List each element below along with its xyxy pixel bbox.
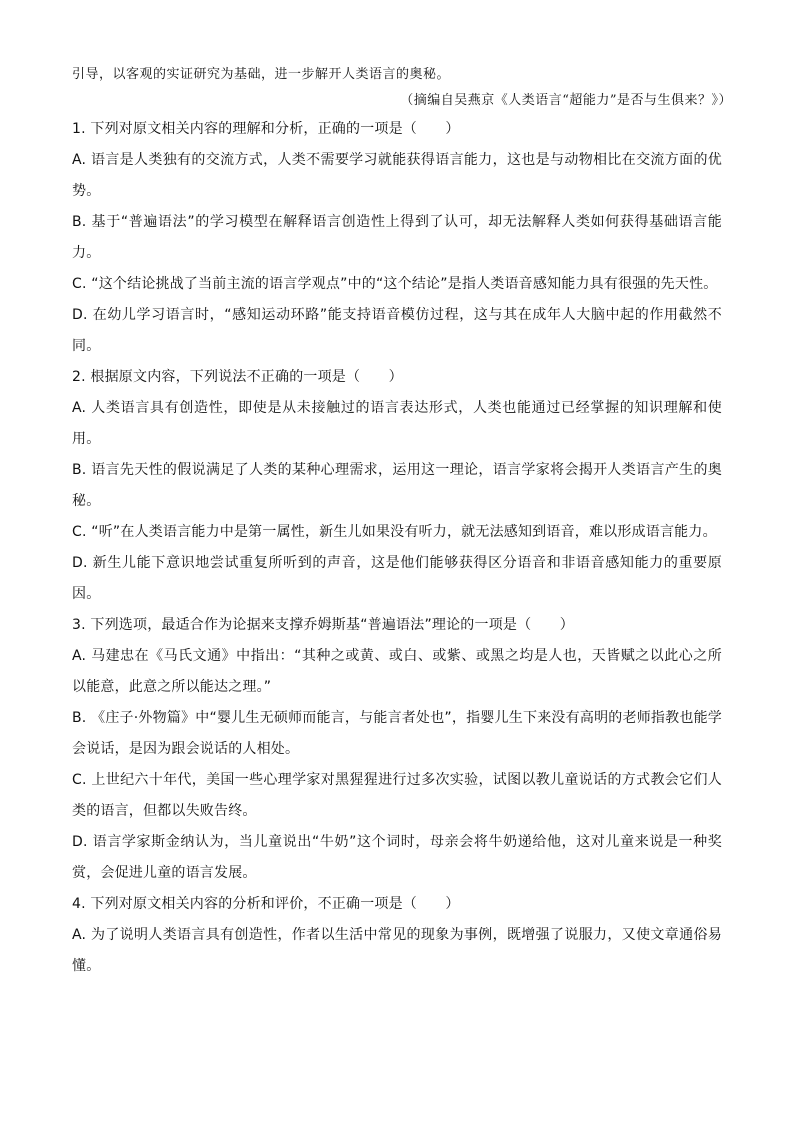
question-block-3 bbox=[72, 610, 722, 889]
answer-option-d: D. 语言学家斯金纳认为，当儿童说出“牛奶”这个词时，母亲会将牛奶递给他，这对儿童来说是一种奖赏，会促进儿童的语言发展。 bbox=[72, 834, 722, 881]
answer-option-a: A. 马建忠在《马氏文通》中指出：“其种之或黄、或白、或紫、或黑之均是人也，天皆赋之以此心之所以能意，此意之所以能达之理。” bbox=[72, 648, 722, 695]
answer-option-b: B. 语言先天性的假说满足了人类的某种心理需求，运用这一理论，语言学家将会揭开人类语言产生的奥秘。 bbox=[72, 462, 722, 509]
answer-option-a: A. 语言是人类独有的交流方式，人类不需要学习就能获得语言能力，这也是与动物相比在交流方面的优势。 bbox=[72, 152, 722, 199]
answer-option-a: A. 为了说明人类语言具有创造性，作者以生活中常见的现象为事例，既增强了说服力，又使文章通俗易懂。 bbox=[72, 927, 722, 974]
question-stem: 4. 下列对原文相关内容的分析和评价，不正确一项是（ ） bbox=[72, 896, 460, 912]
answer-option-c: C. “这个结论挑战了当前主流的语言学观点”中的“这个结论”是指人类语音感知能力具有很强的先天性。 bbox=[72, 276, 718, 292]
question-stem: 1. 下列对原文相关内容的理解和分析，正确的一项是（ ） bbox=[72, 121, 460, 137]
answer-option-b: B. 基于“普遍语法”的学习模型在解释语言创造性上得到了认可，却无法解释人类如何获得基础语言能力。 bbox=[72, 214, 722, 261]
question-block-2 bbox=[72, 362, 722, 610]
answer-option-a: A. 人类语言具有创造性，即使是从未接触过的语言表达形式，人类也能通过已经掌握的知识理解和使用。 bbox=[72, 400, 722, 447]
document-page bbox=[72, 62, 732, 982]
passage-source-citation: （摘编自吴燕京《人类语言“超能力”是否与生俱来？》） bbox=[400, 93, 732, 108]
answer-option-d: D. 在幼儿学习语言时，“感知运动环路”能支持语音模仿过程，这与其在成年人大脑中起的作用截然不同。 bbox=[72, 307, 722, 354]
question-stem: 3. 下列选项，最适合作为论据来支撑乔姆斯基“普遍语法”理论的一项是（ ） bbox=[72, 617, 574, 633]
answer-option-c: C. 上世纪六十年代，美国一些心理学家对黑猩猩进行过多次实验，试图以教儿童说话的方式教会它们人类的语言，但都以失败告终。 bbox=[72, 772, 722, 819]
answer-option-c: C. “听”在人类语言能力中是第一属性，新生儿如果没有听力，就无法感知到语音，难以形成语言能力。 bbox=[72, 524, 717, 540]
passage-closing-line: 引导，以客观的实证研究为基础，进一步解开人类语言的奥秘。 bbox=[72, 67, 451, 82]
answer-option-d: D. 新生儿能下意识地尝试重复所听到的声音，这是他们能够获得区分语音和非语音感知能力的重要原因。 bbox=[72, 555, 722, 602]
question-block-1 bbox=[72, 114, 722, 362]
answer-option-b: B. 《庄子·外物篇》中“婴儿生无硕师而能言，与能言者处也”，指婴儿生下来没有高明的老师指教也能学会说话，是因为跟会说话的人相处。 bbox=[72, 710, 722, 757]
question-stem: 2. 根据原文内容，下列说法不正确的一项是（ ） bbox=[72, 369, 403, 385]
question-block-4 bbox=[72, 889, 722, 982]
